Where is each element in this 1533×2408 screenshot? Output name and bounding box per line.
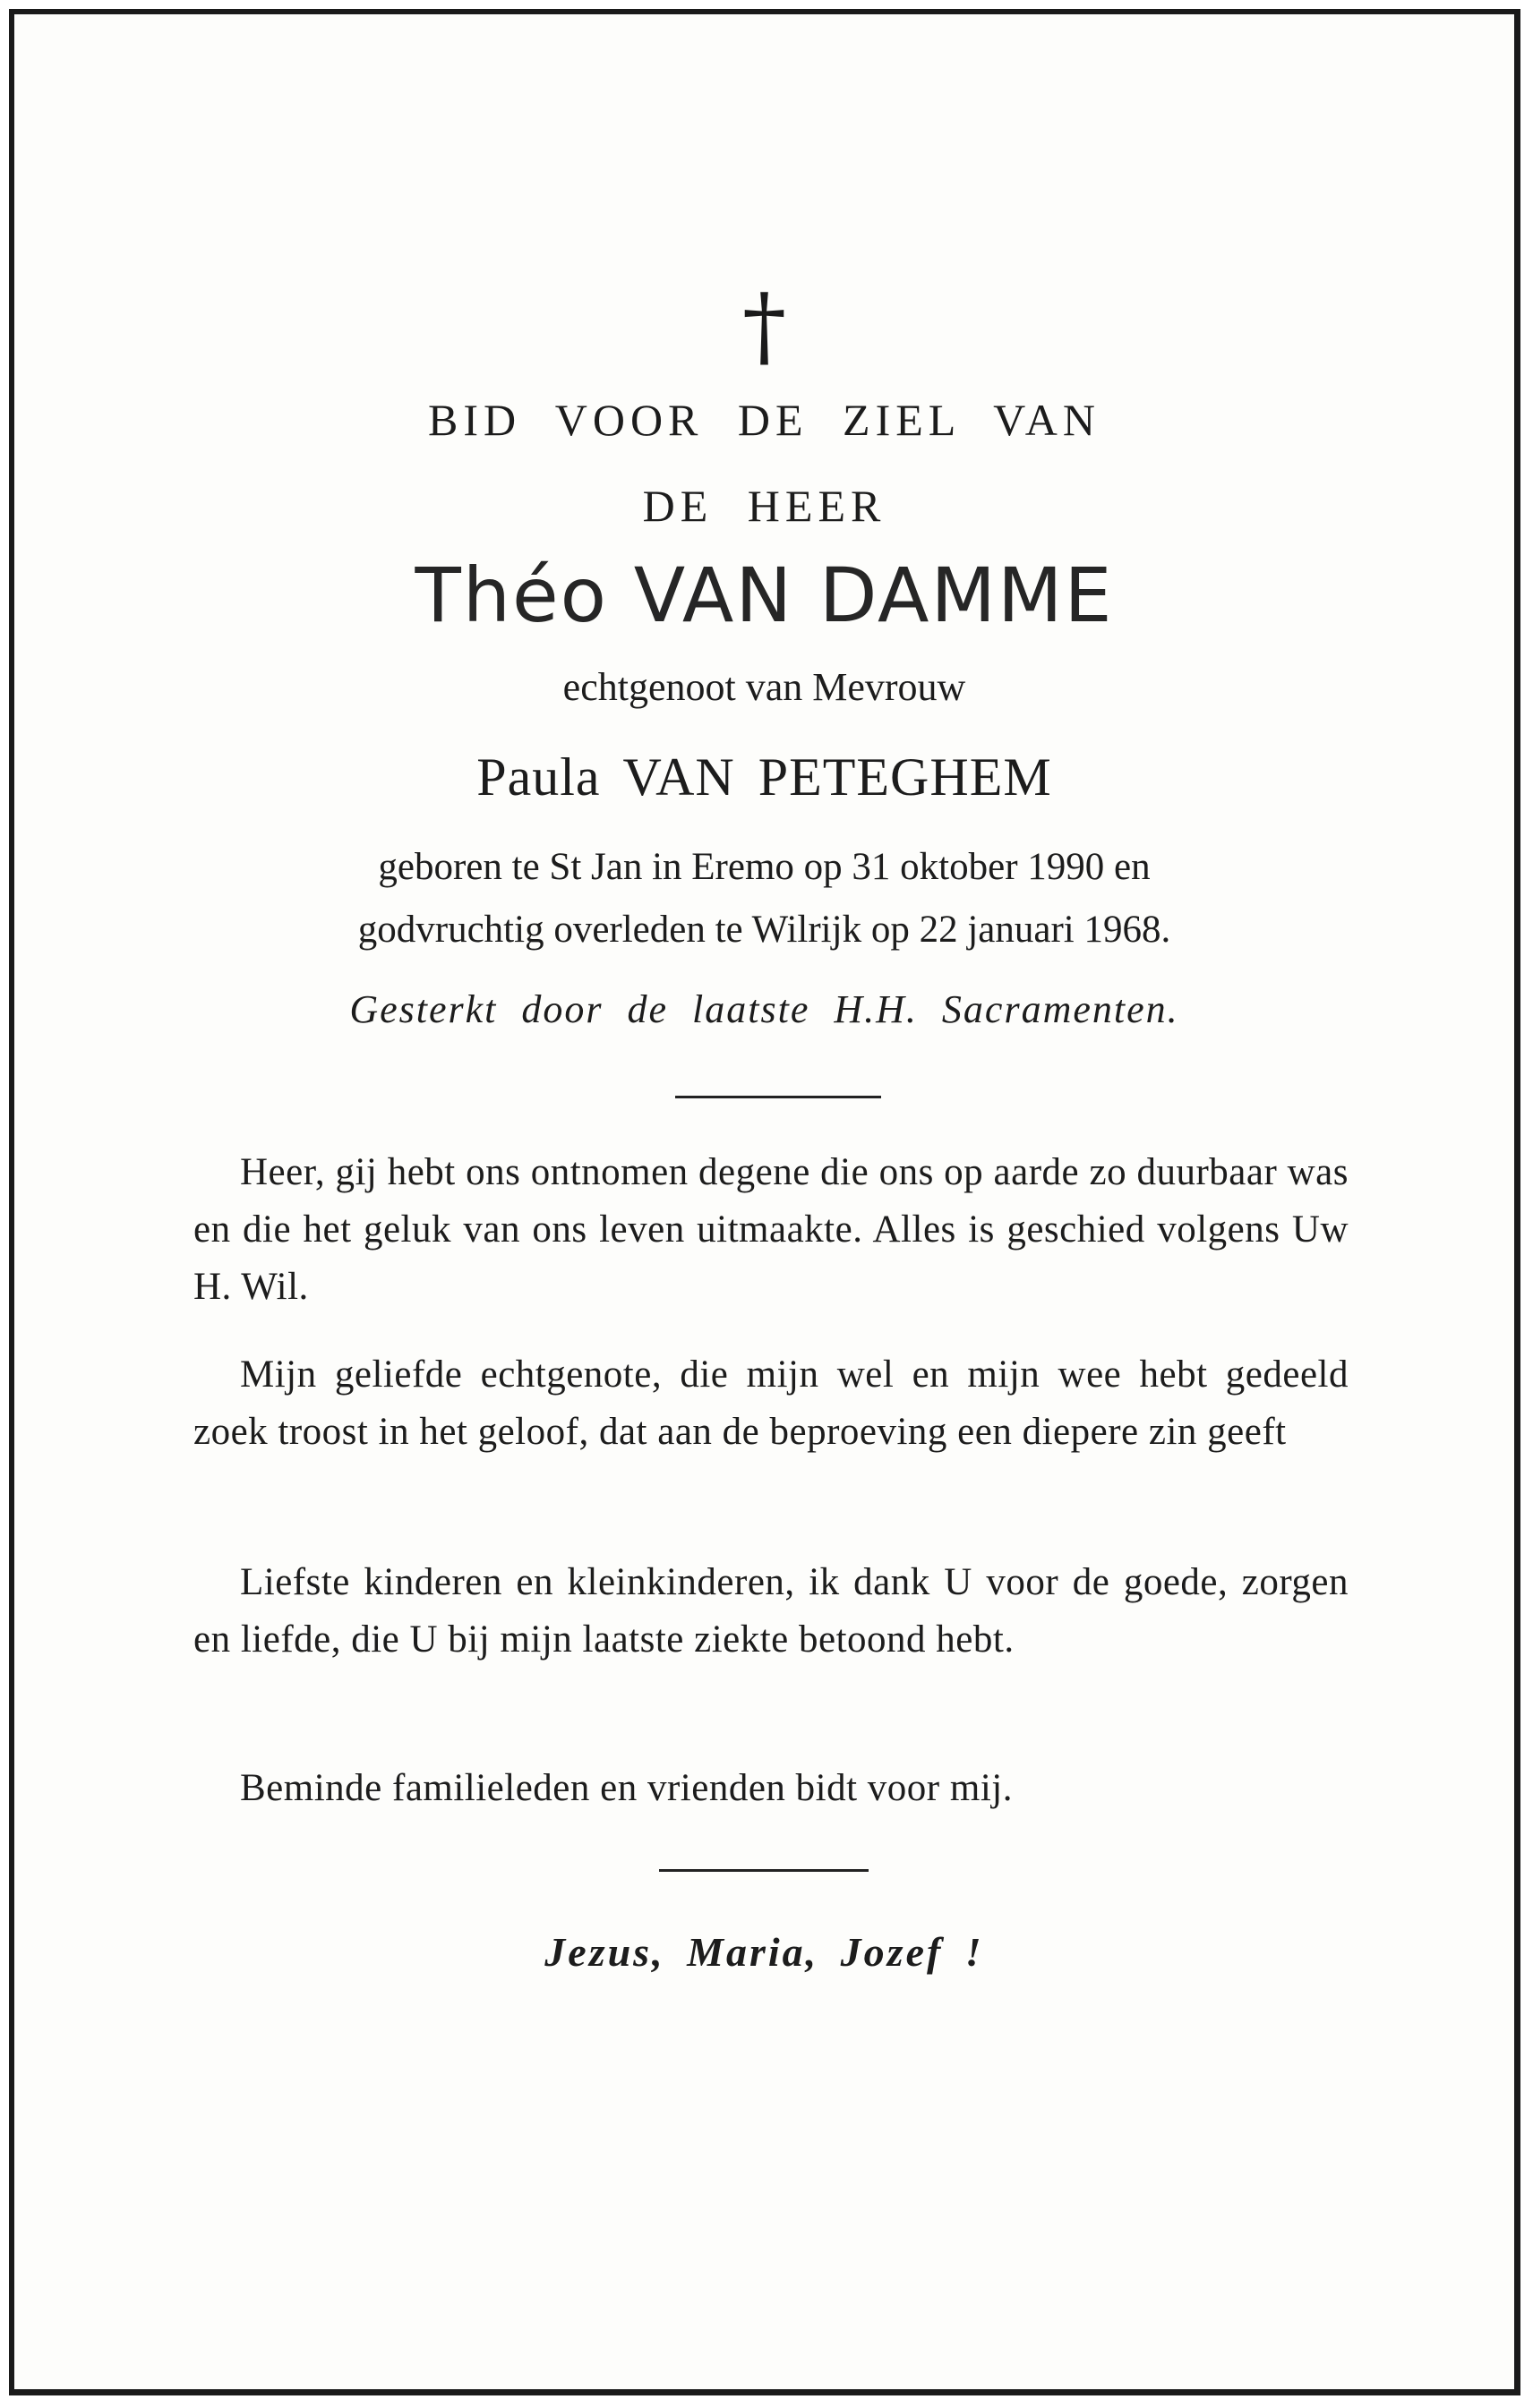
paragraph-family: Beminde familieleden en vrienden bidt voor mij. [240, 1767, 1013, 1809]
death-line: godvruchtig overleden te Wilrijk op 22 januari 1968. [357, 909, 1171, 951]
paragraph-prayer: Heer, gij hebt ons ontnomen degene die ons op aarde zo duurbaar was en die het geluk van ons leven uitmaakte. Alles is geschied volgens Uw H. Wil. [193, 1151, 1349, 1308]
paragraph-children: Liefste kinderen en kleinkinderen, ik dank U voor de goede, zorgen en liefde, die U bij mijn laatste ziekte betoond hebt. [193, 1561, 1349, 1661]
spouse-name: Paula VAN PETEGHEM [476, 747, 1052, 807]
spouse-intro: echtgenoot van Mevrouw [562, 665, 966, 709]
closing-invocation: Jezus, Maria, Jozef ! [544, 1929, 984, 1975]
memorial-card [9, 9, 1520, 2395]
divider-top [675, 1096, 881, 1098]
prayer-heading: BID VOOR DE ZIEL VAN [428, 395, 1101, 445]
deceased-name: Théo VAN DAMME [415, 551, 1114, 639]
paragraph-spouse: Mijn geliefde echtgenote, die mijn wel en mijn wee hebt gedeeld zoek troost in het geloof, dat aan de beproeving een diepere zin geeft [193, 1353, 1349, 1453]
sacraments-line: Gesterkt door de laatste H.H. Sacramenten. [349, 987, 1179, 1031]
title-heading: DE HEER [642, 481, 886, 531]
cross-icon: † [742, 276, 786, 378]
divider-bottom [659, 1869, 869, 1872]
card-content [14, 14, 1514, 2389]
birth-line: geboren te St Jan in Eremo op 31 oktober 1990 en [378, 846, 1151, 888]
